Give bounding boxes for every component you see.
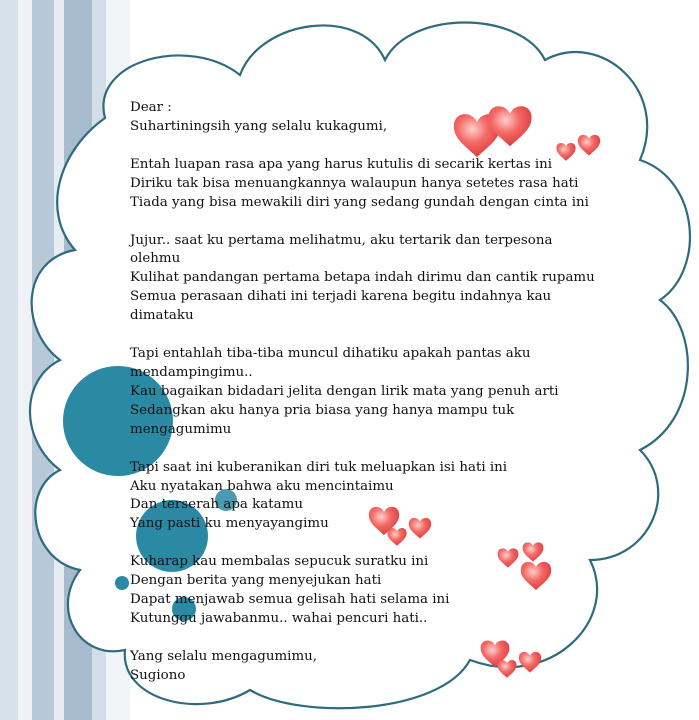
letter-line: Aku nyatakan bahwa aku mencintaimu — [130, 478, 394, 494]
love-letter — [130, 99, 650, 705]
letter-line: mengagumimu — [130, 421, 232, 437]
letter-line: Sedangkan aku hanya pria biasa yang hanya mampu tuk — [130, 402, 515, 418]
salutation-line: Dear : — [130, 100, 172, 115]
letter-line: Kau bagaikan bidadari jelita dengan lirik mata yang penuh arti — [130, 383, 559, 399]
paragraph — [130, 459, 650, 535]
letter-line: Dan terserah apa katamu — [130, 497, 303, 513]
letter-line: Tapi saat ini kuberanikan diri tuk meluapkan isi hati ini — [130, 459, 508, 475]
letter-line: dimataku — [130, 308, 194, 324]
letter-line: Tapi entahlah tiba-tiba muncul dihatiku apakah pantas aku — [130, 346, 531, 362]
letter-line: Tiada yang bisa mewakili diri yang sedang gundah dengan cinta ini — [130, 194, 589, 210]
letter-line: Yang pasti ku menyayangimu — [130, 516, 329, 532]
signature: Sugiono — [130, 667, 186, 683]
paragraph — [130, 156, 650, 213]
letter-line: Kuharap kau membalas sepucuk suratku ini — [130, 554, 429, 570]
letter-line: Dengan berita yang menyejukan hati — [130, 573, 382, 589]
paragraph — [130, 553, 650, 629]
paragraph — [130, 345, 650, 440]
letter-line: mendampingimu.. — [130, 364, 253, 380]
salutation — [130, 99, 650, 137]
letter-line: Dapat menjawab semua gelisah hati selama ini — [130, 592, 450, 608]
letter-line: Jujur.. saat ku pertama melihatmu, aku tertarik dan terpesona — [130, 232, 553, 248]
letter-line: Diriku tak bisa menuangkannya walaupun hanya setetes rasa hati — [130, 175, 579, 191]
letter-line: Entah luapan rasa apa yang harus kutulis di secarik kertas ini — [130, 156, 553, 172]
letter-line: Semua perasaan dihati ini terjadi karena begitu indahnya kau — [130, 289, 552, 305]
letter-line: Kutunggu jawabanmu.. wahai pencuri hati.. — [130, 610, 428, 626]
salutation-line: Suhartiningsih yang selalu kukagumi, — [130, 118, 388, 134]
closing-line: Yang selalu mengagumimu, — [130, 648, 318, 664]
letter-line: Kulihat pandangan pertama betapa indah dirimu dan cantik rupamu — [130, 270, 595, 286]
letter-line: olehmu — [130, 251, 181, 267]
paragraph — [130, 232, 650, 327]
closing — [130, 648, 650, 686]
